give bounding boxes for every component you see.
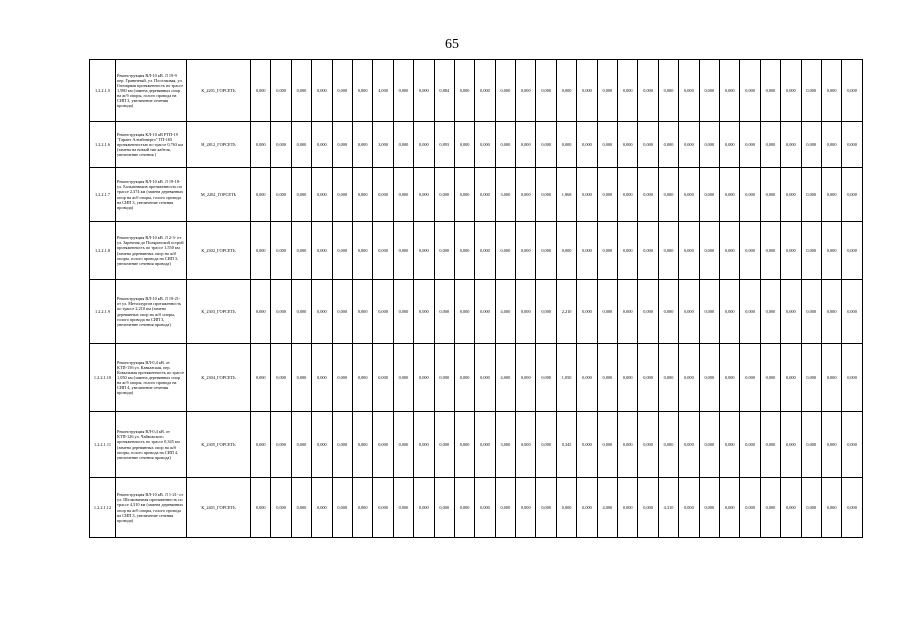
value-cell: 0,000 bbox=[597, 412, 617, 478]
value-cell: 0,000 bbox=[719, 222, 739, 280]
value-cell: 0,000 bbox=[352, 60, 372, 122]
value-cell: 0,000 bbox=[475, 478, 495, 538]
value-cell: 0,000 bbox=[536, 122, 556, 168]
value-cell: 0,000 bbox=[658, 344, 678, 412]
value-cell: 0,000 bbox=[842, 280, 862, 344]
value-cell: 0,000 bbox=[434, 280, 454, 344]
value-cell: 0,000 bbox=[597, 344, 617, 412]
value-cell: 0,000 bbox=[638, 280, 658, 344]
value-cell: 0,000 bbox=[271, 168, 291, 222]
row-code: К_2302_ГОРСЕТЬ bbox=[187, 222, 251, 280]
value-cell: 0,000 bbox=[414, 222, 434, 280]
value-cell: 0,000 bbox=[291, 168, 311, 222]
row-description: Реконструкция ВЛ-10 кВ. Л 19-21- от ул. Металлургов протяженность по трассе 2,210 км (замена деревянных опор на ж/б опоры, голого провода на СИП 3, увеличение сечения провода) bbox=[116, 280, 187, 344]
value-cell: 0,000 bbox=[821, 122, 841, 168]
value-cell: 0,000 bbox=[536, 60, 556, 122]
value-cell: 0,000 bbox=[577, 122, 597, 168]
value-cell: 0,000 bbox=[781, 478, 801, 538]
data-table bbox=[89, 59, 863, 538]
value-cell: 0,000 bbox=[516, 412, 536, 478]
value-cell: 0,000 bbox=[291, 344, 311, 412]
value-cell: 0,000 bbox=[842, 222, 862, 280]
value-cell: 0,000 bbox=[801, 478, 821, 538]
value-cell: 0,000 bbox=[352, 344, 372, 412]
value-cell: 0,000 bbox=[475, 60, 495, 122]
value-cell: 0,000 bbox=[475, 168, 495, 222]
value-cell: 0,000 bbox=[291, 122, 311, 168]
value-cell: 0,000 bbox=[414, 344, 434, 412]
value-cell: 0,000 bbox=[291, 412, 311, 478]
value-cell: 0,000 bbox=[719, 60, 739, 122]
value-cell: 0,000 bbox=[556, 222, 576, 280]
value-cell: 0,000 bbox=[393, 168, 413, 222]
value-cell: 0,000 bbox=[638, 412, 658, 478]
value-cell: 0,000 bbox=[454, 344, 474, 412]
value-cell: 3,000 bbox=[373, 122, 393, 168]
value-cell: 0,000 bbox=[414, 122, 434, 168]
value-cell: 0,000 bbox=[781, 222, 801, 280]
value-cell: 0,000 bbox=[597, 280, 617, 344]
table-row bbox=[90, 222, 863, 280]
value-cell: 0,000 bbox=[251, 168, 271, 222]
value-cell: 0,000 bbox=[291, 280, 311, 344]
row-code: К_2305_ГОРСЕТЬ bbox=[187, 412, 251, 478]
value-cell: 0,000 bbox=[291, 222, 311, 280]
row-id: 1.2.2.1.11 bbox=[90, 412, 116, 478]
table-row bbox=[90, 122, 863, 168]
row-code: К_2303_ГОРСЕТЬ bbox=[187, 280, 251, 344]
value-cell: 0,000 bbox=[271, 412, 291, 478]
value-cell: 0,000 bbox=[842, 168, 862, 222]
value-cell: 0,000 bbox=[536, 222, 556, 280]
value-cell: 0,000 bbox=[699, 122, 719, 168]
value-cell: 0,000 bbox=[577, 222, 597, 280]
value-cell: 0,000 bbox=[719, 280, 739, 344]
value-cell: 0,000 bbox=[251, 344, 271, 412]
value-cell: 0,000 bbox=[618, 122, 638, 168]
value-cell: 0,000 bbox=[658, 122, 678, 168]
value-cell: 0,000 bbox=[393, 344, 413, 412]
value-cell: 0,000 bbox=[638, 60, 658, 122]
value-cell: 0,000 bbox=[312, 168, 332, 222]
value-cell: 0,000 bbox=[495, 122, 515, 168]
value-cell: 0,000 bbox=[821, 280, 841, 344]
value-cell: 0,000 bbox=[332, 222, 352, 280]
value-cell: 0,000 bbox=[781, 280, 801, 344]
value-cell: 0,000 bbox=[414, 60, 434, 122]
value-cell: 0,000 bbox=[842, 122, 862, 168]
value-cell: 0,000 bbox=[821, 478, 841, 538]
value-cell: 0,000 bbox=[618, 478, 638, 538]
value-cell: 0,000 bbox=[801, 412, 821, 478]
value-cell: 0,000 bbox=[556, 60, 576, 122]
value-cell: 0,000 bbox=[577, 344, 597, 412]
value-cell: 0,000 bbox=[699, 478, 719, 538]
value-cell: 0,000 bbox=[434, 478, 454, 538]
value-cell: 0,000 bbox=[414, 280, 434, 344]
value-cell: 4,000 bbox=[597, 478, 617, 538]
value-cell: 0,000 bbox=[781, 122, 801, 168]
value-cell: 0,000 bbox=[760, 122, 780, 168]
value-cell: 0,000 bbox=[495, 478, 515, 538]
value-cell: 0,000 bbox=[760, 222, 780, 280]
value-cell: 0,000 bbox=[618, 60, 638, 122]
value-cell: 0,000 bbox=[332, 478, 352, 538]
value-cell: 0,000 bbox=[373, 280, 393, 344]
value-cell: 0,000 bbox=[740, 280, 760, 344]
value-cell: 0,000 bbox=[618, 280, 638, 344]
value-cell: 4,000 bbox=[495, 344, 515, 412]
value-cell: 0,000 bbox=[454, 412, 474, 478]
value-cell: 0,000 bbox=[699, 344, 719, 412]
value-cell: 0,000 bbox=[312, 478, 332, 538]
value-cell: 0,000 bbox=[373, 168, 393, 222]
value-cell: 4,000 bbox=[373, 60, 393, 122]
row-code: Н_2812_ГОРСЕТЬ bbox=[187, 122, 251, 168]
value-cell: 0,000 bbox=[271, 60, 291, 122]
row-id: 1.2.2.1.5 bbox=[90, 60, 116, 122]
value-cell: 0,000 bbox=[842, 344, 862, 412]
value-cell: 0,000 bbox=[271, 280, 291, 344]
value-cell: 0,000 bbox=[577, 280, 597, 344]
value-cell: 0,000 bbox=[638, 344, 658, 412]
value-cell: 0,000 bbox=[699, 60, 719, 122]
value-cell: 0,000 bbox=[597, 122, 617, 168]
value-cell: 0,000 bbox=[393, 412, 413, 478]
table-row bbox=[90, 412, 863, 478]
value-cell: 0,000 bbox=[658, 280, 678, 344]
value-cell: 0,000 bbox=[271, 344, 291, 412]
value-cell: 0,000 bbox=[434, 344, 454, 412]
value-cell: 0,000 bbox=[536, 344, 556, 412]
value-cell: 0,000 bbox=[679, 168, 699, 222]
value-cell: 0,000 bbox=[801, 222, 821, 280]
value-cell: 0,000 bbox=[719, 344, 739, 412]
value-cell: 0,000 bbox=[516, 60, 536, 122]
value-cell: 0,000 bbox=[740, 168, 760, 222]
value-cell: 0,000 bbox=[638, 168, 658, 222]
value-cell: 0,000 bbox=[271, 478, 291, 538]
value-cell: 0,000 bbox=[332, 122, 352, 168]
row-description: Реконструкция ВЛ-0,4 кВ. от КТП-126 ул. Чайковского протяженность по трассе 0,345 км (замена деревянных опор на ж/б опоры, голого провода на СИП 4, увеличение сечения провода) bbox=[116, 412, 187, 478]
value-cell: 0,000 bbox=[536, 280, 556, 344]
value-cell: 0,000 bbox=[638, 122, 658, 168]
value-cell: 0,000 bbox=[719, 168, 739, 222]
value-cell: 0,000 bbox=[760, 168, 780, 222]
row-code: К_2201_ГОРСЕТЬ bbox=[187, 60, 251, 122]
value-cell: 0,000 bbox=[251, 222, 271, 280]
value-cell: 0,000 bbox=[454, 122, 474, 168]
value-cell: 0,000 bbox=[454, 478, 474, 538]
table-row bbox=[90, 60, 863, 122]
value-cell: 0,000 bbox=[312, 60, 332, 122]
row-description: Реконструкция ВЛ-10 кВ. Л 19-9 пер. Гранитный, ул. Поселковая, ул. Гончарная протяженность по трассе 1,980 км (замена деревянных опор на ж/б опоры, голого провода на СИП 3, увеличение сечения провода) bbox=[116, 60, 187, 122]
value-cell: 0,000 bbox=[393, 222, 413, 280]
value-cell: 0,000 bbox=[332, 344, 352, 412]
value-cell: 0,000 bbox=[658, 60, 678, 122]
value-cell: 0,000 bbox=[312, 222, 332, 280]
value-cell: 0,000 bbox=[821, 168, 841, 222]
value-cell: 0,000 bbox=[495, 60, 515, 122]
table-row bbox=[90, 280, 863, 344]
value-cell: 3,000 bbox=[495, 168, 515, 222]
row-description: Реконструкция ВЛ-10 кВ. Л 19-18- ул. Большевиков протяженность по трассе 2,374 км (замена деревянных опор на ж/б опоры, голого провода на СИП 3, увеличение сечения провода) bbox=[116, 168, 187, 222]
value-cell: 0,000 bbox=[495, 222, 515, 280]
value-cell: 0,000 bbox=[658, 412, 678, 478]
value-cell: 0,000 bbox=[556, 122, 576, 168]
value-cell: 0,000 bbox=[332, 280, 352, 344]
value-cell: 0,000 bbox=[781, 168, 801, 222]
value-cell: 0,000 bbox=[373, 478, 393, 538]
value-cell: 0,000 bbox=[434, 168, 454, 222]
value-cell: 0,000 bbox=[251, 412, 271, 478]
table-row bbox=[90, 344, 863, 412]
table-row bbox=[90, 168, 863, 222]
value-cell: 0,000 bbox=[251, 478, 271, 538]
value-cell: 0,000 bbox=[475, 280, 495, 344]
row-id: 1.2.2.1.8 bbox=[90, 222, 116, 280]
value-cell: 0,000 bbox=[414, 478, 434, 538]
value-cell: 0,000 bbox=[352, 412, 372, 478]
value-cell: 0,000 bbox=[801, 60, 821, 122]
value-cell: 0,000 bbox=[577, 60, 597, 122]
row-description: Реконструкция ВЛ-0,4 кВ. от КТП-156 ул. Кавказская, пер. Ковыльная протяженность по трассе 1,050 км (замена деревянных опор на ж/б опоры, голого провода на СИП 4, увеличение сечения провода) bbox=[116, 344, 187, 412]
row-code: К_2304_ГОРСЕТЬ bbox=[187, 344, 251, 412]
value-cell: 0,000 bbox=[801, 280, 821, 344]
value-cell: 0,000 bbox=[475, 222, 495, 280]
value-cell: 0,000 bbox=[251, 60, 271, 122]
value-cell: 0,000 bbox=[781, 60, 801, 122]
value-cell: 0,000 bbox=[352, 122, 372, 168]
value-cell: 0,000 bbox=[454, 168, 474, 222]
value-cell: 0,000 bbox=[781, 344, 801, 412]
value-cell: 0,000 bbox=[801, 122, 821, 168]
value-cell: 0,000 bbox=[618, 344, 638, 412]
value-cell: 0,000 bbox=[679, 222, 699, 280]
value-cell: 0,000 bbox=[577, 478, 597, 538]
value-cell: 0,000 bbox=[291, 60, 311, 122]
value-cell: 0,000 bbox=[658, 222, 678, 280]
value-cell: 0,000 bbox=[475, 122, 495, 168]
value-cell: 0,000 bbox=[760, 412, 780, 478]
value-cell: 0,000 bbox=[352, 222, 372, 280]
row-description: Реконструкция ВЛ-10 кВ. Л 1-21- от ул. Шелковичная протяженность по трассе 4,310 км (замена деревянных опор на ж/б опоры, голого провода на СИП 3, увеличение сечения провода) bbox=[116, 478, 187, 538]
value-cell: 0,000 bbox=[821, 412, 841, 478]
value-cell: 0,000 bbox=[516, 168, 536, 222]
value-cell: 0,000 bbox=[638, 222, 658, 280]
value-cell: 0,000 bbox=[352, 280, 372, 344]
value-cell: 0,000 bbox=[393, 60, 413, 122]
value-cell: 0,000 bbox=[332, 412, 352, 478]
value-cell: 0,000 bbox=[699, 222, 719, 280]
row-id: 1.2.2.1.9 bbox=[90, 280, 116, 344]
value-cell: 0,000 bbox=[618, 412, 638, 478]
value-cell: 0,000 bbox=[516, 122, 536, 168]
value-cell: 0,000 bbox=[516, 222, 536, 280]
value-cell: 0,000 bbox=[699, 412, 719, 478]
value-cell: 0,000 bbox=[597, 222, 617, 280]
value-cell: 0,000 bbox=[719, 122, 739, 168]
value-cell: 4,000 bbox=[495, 280, 515, 344]
value-cell: 0,884 bbox=[434, 60, 454, 122]
value-cell: 0,000 bbox=[679, 478, 699, 538]
value-cell: 0,000 bbox=[781, 412, 801, 478]
value-cell: 0,000 bbox=[740, 344, 760, 412]
value-cell: 0,000 bbox=[577, 412, 597, 478]
value-cell: 0,000 bbox=[454, 280, 474, 344]
value-cell: 0,000 bbox=[312, 122, 332, 168]
value-cell: 0,000 bbox=[740, 222, 760, 280]
value-cell: 0,000 bbox=[352, 478, 372, 538]
value-cell: 4,310 bbox=[658, 478, 678, 538]
value-cell: 0,000 bbox=[312, 344, 332, 412]
value-cell: 0,000 bbox=[516, 478, 536, 538]
value-cell: 0,000 bbox=[842, 60, 862, 122]
value-cell: 0,000 bbox=[577, 168, 597, 222]
value-cell: 0,000 bbox=[271, 122, 291, 168]
value-cell: 0,000 bbox=[414, 168, 434, 222]
value-cell: 0,000 bbox=[679, 60, 699, 122]
value-cell: 0,000 bbox=[740, 478, 760, 538]
value-cell: 0,000 bbox=[475, 412, 495, 478]
value-cell: 1,868 bbox=[556, 168, 576, 222]
value-cell: 0,893 bbox=[434, 122, 454, 168]
value-cell: 0,000 bbox=[740, 60, 760, 122]
value-cell: 0,000 bbox=[414, 412, 434, 478]
value-cell: 0,000 bbox=[842, 478, 862, 538]
value-cell: 0,000 bbox=[332, 60, 352, 122]
value-cell: 0,000 bbox=[699, 168, 719, 222]
value-cell: 0,000 bbox=[740, 122, 760, 168]
value-cell: 2,210 bbox=[556, 280, 576, 344]
value-cell: 0,000 bbox=[618, 222, 638, 280]
value-cell: 3,000 bbox=[495, 412, 515, 478]
table-row bbox=[90, 478, 863, 538]
value-cell: 0,000 bbox=[719, 412, 739, 478]
value-cell: 0,000 bbox=[618, 168, 638, 222]
value-cell: 0,000 bbox=[251, 280, 271, 344]
value-cell: 0,000 bbox=[536, 412, 556, 478]
value-cell: 0,000 bbox=[434, 412, 454, 478]
value-cell: 0,000 bbox=[251, 122, 271, 168]
value-cell: 0,000 bbox=[821, 344, 841, 412]
value-cell: 1,050 bbox=[556, 344, 576, 412]
value-cell: 0,000 bbox=[821, 222, 841, 280]
value-cell: 0,000 bbox=[679, 122, 699, 168]
value-cell: 0,000 bbox=[352, 168, 372, 222]
value-cell: 0,000 bbox=[801, 344, 821, 412]
value-cell: 0,000 bbox=[597, 60, 617, 122]
row-id: 1.2.2.1.6 bbox=[90, 122, 116, 168]
row-id: 1.2.2.1.12 bbox=[90, 478, 116, 538]
value-cell: 0,000 bbox=[393, 478, 413, 538]
value-cell: 0,000 bbox=[373, 412, 393, 478]
value-cell: 0,000 bbox=[597, 168, 617, 222]
value-cell: 0,000 bbox=[516, 344, 536, 412]
value-cell: 0,000 bbox=[821, 60, 841, 122]
row-description: Реконструкция ВЛ-10 кВ. Л 2-3- от ул. Заречная до Поляризской острой протяженность по трассе 1,550 км (замена деревянных опор на ж/б опоры, голого провода на СИП 3, увеличение сечения провода) bbox=[116, 222, 187, 280]
value-cell: 0,000 bbox=[801, 168, 821, 222]
value-cell: 0,000 bbox=[373, 344, 393, 412]
row-id: 1.2.2.1.7 bbox=[90, 168, 116, 222]
value-cell: 0,000 bbox=[373, 222, 393, 280]
value-cell: 0,000 bbox=[556, 478, 576, 538]
value-cell: 0,000 bbox=[719, 478, 739, 538]
value-cell: 0,000 bbox=[536, 478, 556, 538]
value-cell: 0,000 bbox=[536, 168, 556, 222]
value-cell: 0,000 bbox=[434, 222, 454, 280]
value-cell: 0,000 bbox=[454, 222, 474, 280]
value-cell: 0,000 bbox=[760, 60, 780, 122]
value-cell: 0,000 bbox=[475, 344, 495, 412]
value-cell: 0,000 bbox=[679, 412, 699, 478]
row-code: М_2202_ГОРСЕТЬ bbox=[187, 168, 251, 222]
value-cell: 0,000 bbox=[679, 344, 699, 412]
page-number: 65 bbox=[445, 37, 459, 52]
value-cell: 0,000 bbox=[740, 412, 760, 478]
value-cell: 0,000 bbox=[291, 478, 311, 538]
value-cell: 0,000 bbox=[760, 280, 780, 344]
value-cell: 0,000 bbox=[699, 280, 719, 344]
row-description: Реконструкция КЛ-10 кВ РТП-19 "Гарант Алтайэнерго" ТП-165 протяженностью по трассе 0,763 км (замена на новый тип кабеля, увеличение сечения ) bbox=[116, 122, 187, 168]
value-cell: 0,000 bbox=[393, 122, 413, 168]
value-cell: 0,000 bbox=[312, 412, 332, 478]
value-cell: 0,000 bbox=[516, 280, 536, 344]
value-cell: 0,345 bbox=[556, 412, 576, 478]
value-cell: 0,000 bbox=[679, 280, 699, 344]
value-cell: 0,000 bbox=[332, 168, 352, 222]
row-code: К_2401_ГОРСЕТЬ bbox=[187, 478, 251, 538]
value-cell: 0,000 bbox=[760, 344, 780, 412]
value-cell: 0,000 bbox=[658, 168, 678, 222]
value-cell: 0,000 bbox=[638, 478, 658, 538]
value-cell: 0,000 bbox=[271, 222, 291, 280]
value-cell: 0,000 bbox=[312, 280, 332, 344]
value-cell: 0,000 bbox=[454, 60, 474, 122]
value-cell: 0,000 bbox=[842, 412, 862, 478]
value-cell: 0,000 bbox=[760, 478, 780, 538]
value-cell: 0,000 bbox=[393, 280, 413, 344]
row-id: 1.2.2.1.10 bbox=[90, 344, 116, 412]
